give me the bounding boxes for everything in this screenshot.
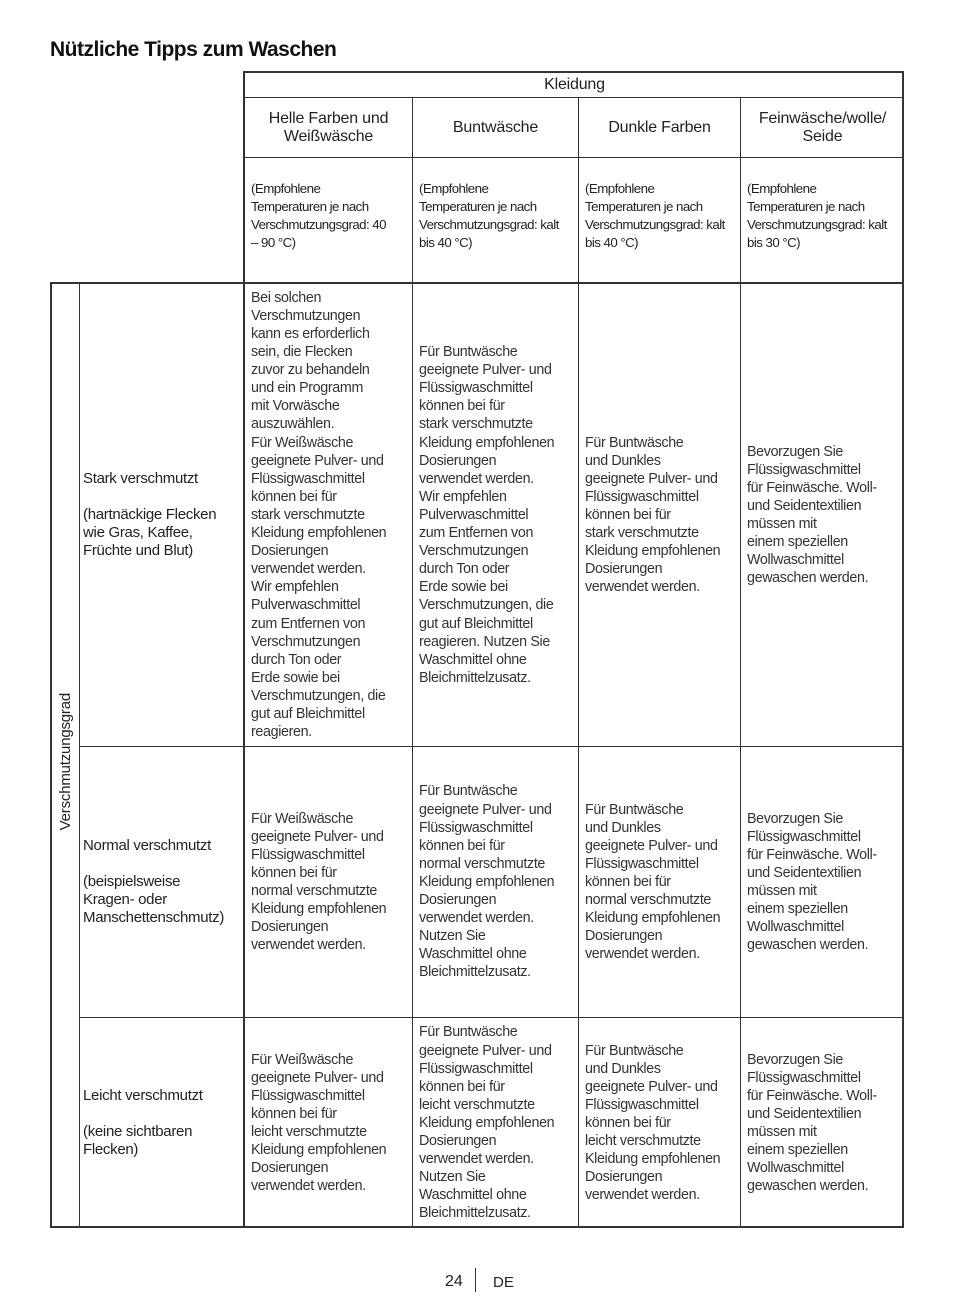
row-group-label: Verschmutzungsgrad	[57, 692, 74, 830]
row-label-stark	[79, 282, 243, 746]
col-header-dunkle-farben: Dunkle Farben	[578, 97, 740, 157]
row-label-text: Normal verschmutzt	[83, 837, 211, 854]
row-sublabel-text: (keine sichtbaren Flecken)	[83, 1123, 193, 1158]
table-corner-blank	[50, 71, 243, 282]
table-cell: Bevorzugen Sie Flüssigwaschmittel für Feinwäsche. Woll- und Seidentextilien müssen mit einem speziellen Wollwaschmittel gewaschen werden.	[740, 746, 904, 1017]
col-header-feinwaesche: Feinwäsche/wolle/ Seide	[740, 97, 904, 157]
table-cell: Für Buntwäsche und Dunkles geeignete Pulver- und Flüssigwaschmittel können bei für stark verschmutzte Kleidung empfohlenen Dosierungen verwendet werden.	[578, 282, 740, 746]
page-number: 24	[445, 1273, 463, 1290]
col-header-helle-farben: Helle Farben und Weißwäsche	[243, 97, 412, 157]
row-label-leicht	[79, 1017, 243, 1228]
table-cell: Bevorzugen Sie Flüssigwaschmittel für Feinwäsche. Woll- und Seidentextilien müssen mit einem speziellen Wollwaschmittel gewaschen werden.	[740, 1017, 904, 1228]
table-cell: Für Weißwäsche geeignete Pulver- und Flüssigwaschmittel können bei für normal verschmutzte Kleidung empfohlenen Dosierungen verwendet werden.	[243, 746, 412, 1017]
page-title: Nützliche Tipps zum Waschen	[50, 38, 337, 61]
table-cell: Für Buntwäsche und Dunkles geeignete Pulver- und Flüssigwaschmittel können bei für normal verschmutzte Kleidung empfohlenen Dosierungen verwendet werden.	[578, 746, 740, 1017]
table-cell: Für Buntwäsche geeignete Pulver- und Flüssigwaschmittel können bei für normal verschmutzte Kleidung empfohlenen Dosierungen verwendet werden. Nutzen Sie Waschmittel ohne Bleichmittelzusatz.	[412, 746, 578, 1017]
footer-divider	[475, 1268, 476, 1292]
table-cell: Für Weißwäsche geeignete Pulver- und Flüssigwaschmittel können bei für leicht verschmutzte Kleidung empfohlenen Dosierungen verwendet werden.	[243, 1017, 412, 1228]
row-label-text: Leicht verschmutzt	[83, 1087, 203, 1104]
col-header-buntwaesche: Buntwäsche	[412, 97, 578, 157]
row-sublabel-text: (beispielsweise Kragen- oder Manschettenschmutz)	[83, 873, 225, 926]
temp-cell-feinwaesche: (Empfohlene Temperaturen je nach Verschmutzungsgrad: kalt bis 30 °C)	[740, 157, 904, 282]
temp-cell-buntwaesche: (Empfohlene Temperaturen je nach Verschmutzungsgrad: kalt bis 40 °C)	[412, 157, 578, 282]
table-cell: Bei solchen Verschmutzungen kann es erforderlich sein, die Flecken zuvor zu behandeln und ein Programm mit Vorwäsche auszuwählen. Für Weißwäsche geeignete Pulver- und Flüssigwaschmittel können bei für stark verschmutzte Kleidung empfohlenen Dosierungen verwendet werden. Wir empfehlen Pulverwaschmittel zum Entfernen von Verschmutzungen durch Ton oder Erde sowie bei Verschmutzungen, die gut auf Bleichmittel reagieren.	[243, 282, 412, 746]
row-label-normal	[79, 746, 243, 1017]
row-group-label-cell	[50, 282, 79, 1228]
row-sublabel-text: (hartnäckige Flecken wie Gras, Kaffee, Früchte und Blut)	[83, 506, 217, 559]
table-cell: Bevorzugen Sie Flüssigwaschmittel für Feinwäsche. Woll- und Seidentextilien müssen mit einem speziellen Wollwaschmittel gewaschen werden.	[740, 282, 904, 746]
temp-cell-dunkle-farben: (Empfohlene Temperaturen je nach Verschmutzungsgrad: kalt bis 40 °C)	[578, 157, 740, 282]
table-cell: Für Buntwäsche geeignete Pulver- und Flüssigwaschmittel können bei für stark verschmutzte Kleidung empfohlenen Dosierungen verwendet werden. Wir empfehlen Pulverwaschmittel zum Entfernen von Verschmutzungen durch Ton oder Erde sowie bei Verschmutzungen, die gut auf Bleichmittel reagieren. Nutzen Sie Waschmittel ohne Bleichmittelzusatz.	[412, 282, 578, 746]
table-cell: Für Buntwäsche geeignete Pulver- und Flüssigwaschmittel können bei für leicht verschmutzte Kleidung empfohlenen Dosierungen verwendet werden. Nutzen Sie Waschmittel ohne Bleichmittelzusatz.	[412, 1017, 578, 1228]
temp-cell-helle-farben: (Empfohlene Temperaturen je nach Verschmutzungsgrad: 40 – 90 °C)	[243, 157, 412, 282]
table-cell: Für Buntwäsche und Dunkles geeignete Pulver- und Flüssigwaschmittel können bei für leicht verschmutzte Kleidung empfohlenen Dosierungen verwendet werden.	[578, 1017, 740, 1228]
washing-tips-table	[50, 71, 904, 1228]
language-code: DE	[493, 1274, 514, 1291]
row-label-text: Stark verschmutzt	[83, 470, 198, 487]
group-header-kleidung: Kleidung	[243, 71, 904, 97]
